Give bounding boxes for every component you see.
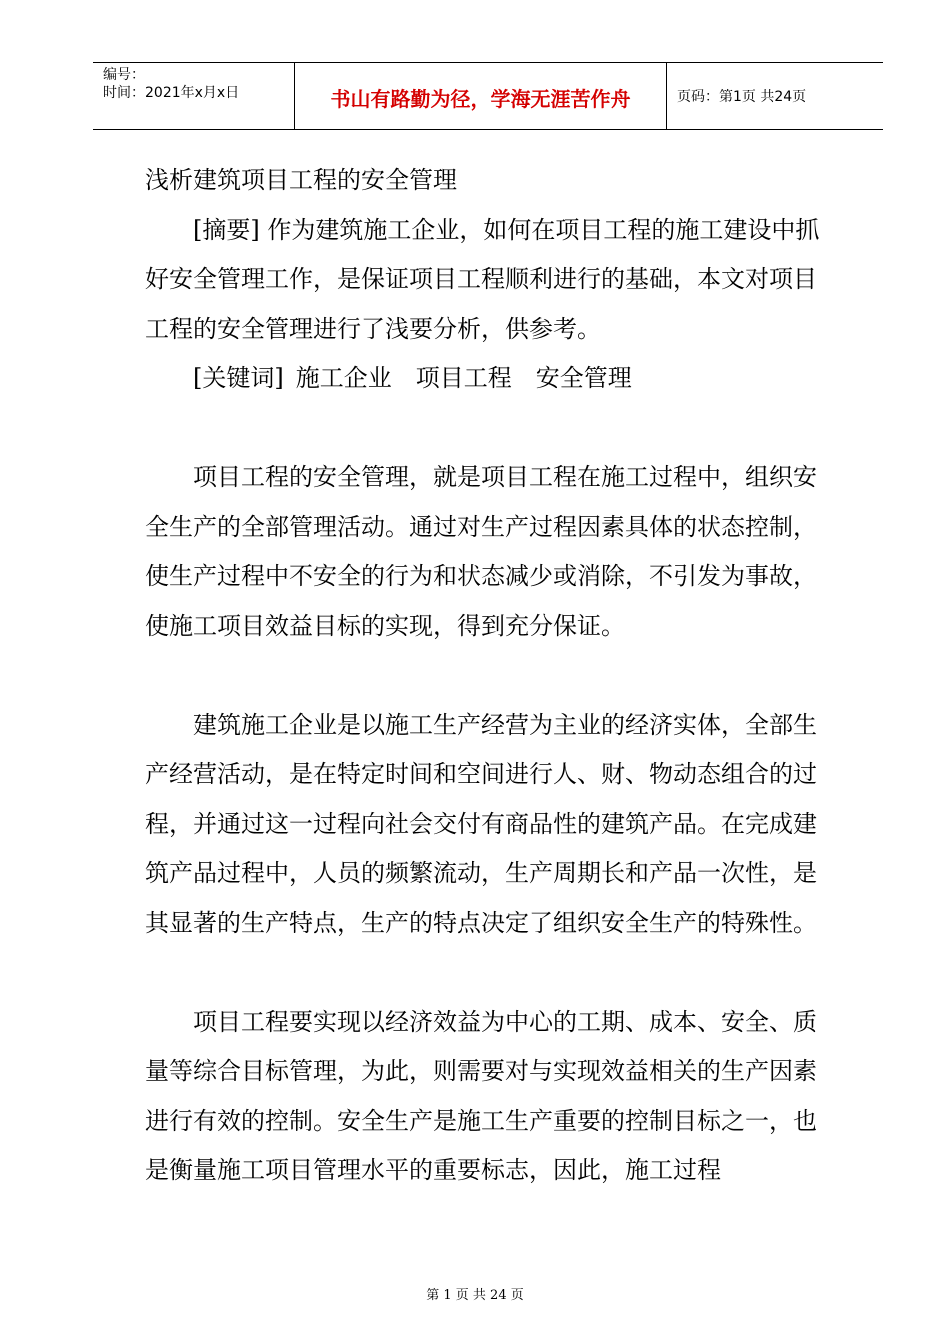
article-paragraph: 建筑施工企业是以施工生产经营为主业的经济实体，全部生产经营活动，是在特定时间和空间进行人、财、物动态组合的过程，并通过这一过程向社会交付有商品性的建筑产品。在完成建筑产品过程中，人员的频繁流动，生产周期长和产品一次性，是其显著的生产特点，生产的特点决定了组织安全生产的特殊性。 xyxy=(145,710,817,937)
document-number-label: 编号： xyxy=(103,67,145,83)
article-paragraph: 项目工程的安全管理，就是项目工程在施工过程中，组织安全生产的全部管理活动。通过对生产过程因素具体的状态控制，使生产过程中不安全的行为和状态减少或消除，不引发为事故，使施工项目效益目标的实现，得到充分保证。 xyxy=(145,463,817,640)
header-motto: 书山有路勤为径，学海无涯苦作舟 xyxy=(330,87,631,111)
keyword-item: 安全管理 xyxy=(535,364,632,392)
paragraph-gap xyxy=(145,651,835,701)
paragraph-gap xyxy=(145,948,835,998)
header-motto-cell xyxy=(295,63,667,129)
article-keywords xyxy=(145,354,835,404)
document-header xyxy=(93,62,883,130)
article-abstract: [摘要] 作为建筑施工企业，如何在项目工程的施工建设中抓好安全管理工作，是保证项目工程顺利进行的基础，本文对项目工程的安全管理进行了浅要分析，供参考。 xyxy=(145,215,820,343)
keywords-label: [关键词] xyxy=(193,364,284,392)
header-page-cell xyxy=(667,63,883,129)
paragraph-gap xyxy=(145,404,835,454)
article-paragraph: 项目工程要实现以经济效益为中心的工期、成本、安全、质量等综合目标管理，为此，则需要对与实现效益相关的生产因素进行有效的控制。安全生产是施工生产重要的控制目标之一，也是衡量施工项目管理水平的重要标志，因此，施工过程 xyxy=(145,1007,817,1184)
keyword-item: 项目工程 xyxy=(415,364,512,392)
page-footer: 第 1 页 共 24 页 xyxy=(426,1288,524,1303)
keyword-item: 施工企业 xyxy=(295,364,392,392)
header-page-info: 页码：第1页 共24页 xyxy=(677,89,807,105)
document-time-label: 时间：2021年x月x日 xyxy=(103,85,240,101)
article-body xyxy=(145,156,835,1196)
article-title: 浅析建筑项目工程的安全管理 xyxy=(145,166,457,194)
header-meta-cell xyxy=(93,63,295,129)
